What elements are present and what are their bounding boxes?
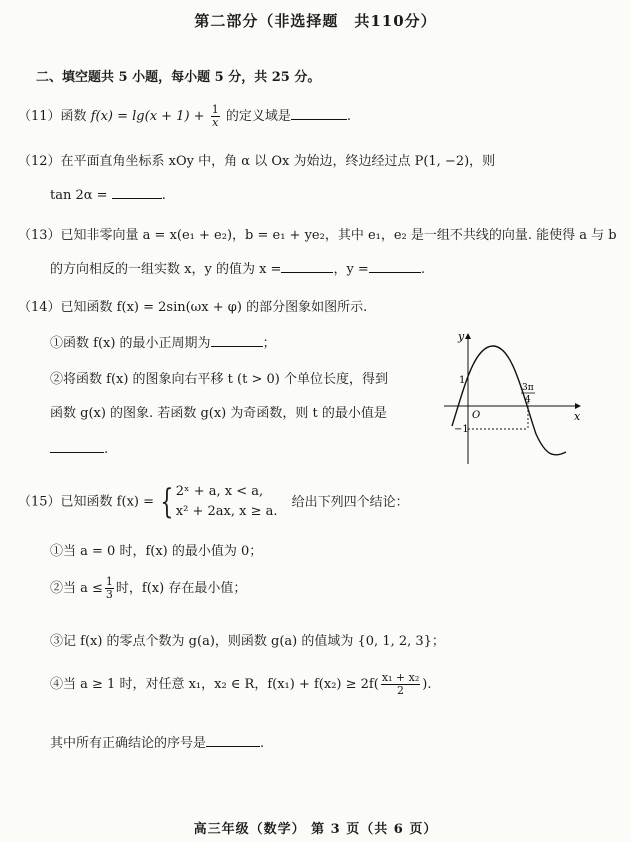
q11-function: f(x) = lg(x + 1) + bbox=[90, 109, 205, 124]
q14-part1: ①函数 f(x) 的最小正周期为 bbox=[50, 336, 211, 351]
q11-answer-blank[interactable] bbox=[291, 107, 347, 120]
q12-line2: tan 2α = bbox=[50, 188, 108, 203]
question-12 bbox=[18, 150, 495, 169]
q13-line2-row: 的方向相反的一组实数 x，y 的值为 x = ，y = . bbox=[50, 262, 425, 277]
origin-label: O bbox=[472, 410, 481, 421]
q15-final-row: 其中所有正确结论的序号是 . bbox=[50, 736, 265, 751]
q11-pre: 函数 bbox=[60, 109, 87, 124]
sine-graph bbox=[438, 326, 588, 472]
q11-post: 的定义域是 bbox=[225, 109, 291, 124]
q11-fraction: $\frac{1}{x}$ bbox=[211, 103, 219, 129]
page-footer: 高三年级（数学） 第 3 页（共 6 页） bbox=[193, 822, 438, 837]
q15-c2-fraction: $\frac{1}{3}$ bbox=[105, 575, 113, 601]
q15-number: （15） bbox=[18, 494, 61, 510]
q12-number: （12） bbox=[18, 154, 61, 169]
q15-post: 给出下列四个结论： bbox=[291, 494, 409, 510]
y-axis-label: y bbox=[458, 330, 465, 343]
section-heading: 二、填空题共 5 小题，每小题 5 分，共 25 分。 bbox=[36, 70, 321, 85]
q13-line1: 已知非零向量 a = x(e₁ + e₂)，b = e₁ + ye₂，其中 e₁，e₂ 是一组不共线的向量. 能使得 a 与 b bbox=[60, 228, 617, 243]
q11-number: （11） bbox=[18, 109, 61, 124]
piecewise-brace: { bbox=[160, 482, 174, 522]
q13-x-blank[interactable] bbox=[281, 260, 333, 273]
question-11: （11）函数 f(x) = lg(x + 1) + $\frac{1}{x}$ 的定义域是 . bbox=[18, 103, 351, 129]
q14-line1: 已知函数 f(x) = 2sin(ωx + φ) 的部分图象如图所示. bbox=[60, 300, 368, 315]
q15-final: 其中所有正确结论的序号是 bbox=[50, 736, 207, 751]
q12-answer-blank[interactable] bbox=[112, 186, 162, 199]
question-13 bbox=[18, 224, 617, 243]
q14-part2-line1: ②将函数 f(x) 的图象向右平移 t (t > 0) 个单位长度，得到 bbox=[50, 372, 388, 387]
q14-number: （14） bbox=[18, 300, 61, 315]
q15-conclusion-1: ①当 a = 0 时，f(x) 的最小值为 0； bbox=[50, 544, 263, 559]
q14-t-blank[interactable] bbox=[50, 440, 104, 453]
q14-period-blank[interactable] bbox=[211, 334, 263, 347]
piecewise-cases: 2ˣ + a, x < a, x² + 2ax, x ≥ a. bbox=[175, 484, 278, 519]
q15-answer-blank[interactable] bbox=[206, 734, 260, 747]
question-15 bbox=[18, 482, 409, 522]
q14-part2-line2: 函数 g(x) 的图象. 若函数 g(x) 为奇函数，则 t 的最小值是 bbox=[50, 406, 387, 421]
q12-line2-row: tan 2α = . bbox=[50, 188, 166, 203]
tick-1-label: 1 bbox=[459, 375, 466, 386]
question-14 bbox=[18, 296, 367, 315]
q15-conclusion-3: ③记 f(x) 的零点个数为 g(a)，则函数 g(a) 的值域为 {0, 1, 2, 3}； bbox=[50, 634, 445, 649]
q13-line2-a: 的方向相反的一组实数 x，y 的值为 x = bbox=[50, 262, 282, 277]
q14-part1-row: ①函数 f(x) 的最小正周期为 ； bbox=[50, 336, 276, 351]
q15-pre: 已知函数 f(x) = bbox=[60, 494, 154, 510]
q13-number: （13） bbox=[18, 228, 61, 243]
sine-curve bbox=[452, 346, 566, 455]
q14-part2-row3: . bbox=[50, 440, 108, 457]
xtick-denominator: 4 bbox=[525, 395, 531, 405]
q13-y-blank[interactable] bbox=[369, 260, 421, 273]
q12-line1: 在平面直角坐标系 xOy 中，角 α 以 Ox 为始边，终边经过点 P(1, −2)，则 bbox=[60, 154, 496, 169]
q15-conclusion-4: ④当 a ≥ 1 时，对任意 x₁，x₂ ∈ R，f(x₁) + f(x₂) ≥ 2f( $\frac{\text{x₁ + x₂}}{2}$ ). bbox=[50, 671, 432, 697]
q15-conclusion-2: ②当 a ≤ $\frac{1}{3}$ 时，f(x) 存在最小值； bbox=[50, 575, 247, 601]
q13-line2-b: ，y = bbox=[333, 262, 369, 277]
x-axis-label: x bbox=[574, 410, 581, 423]
tick-neg1-label: −1 bbox=[454, 424, 469, 435]
q15-c4-fraction: $\frac{\text{x₁ + x₂}}{2}$ bbox=[381, 671, 420, 697]
part-title: 第二部分（非选择题 共110分） bbox=[194, 12, 437, 30]
xtick-numerator: 3π bbox=[522, 383, 534, 393]
